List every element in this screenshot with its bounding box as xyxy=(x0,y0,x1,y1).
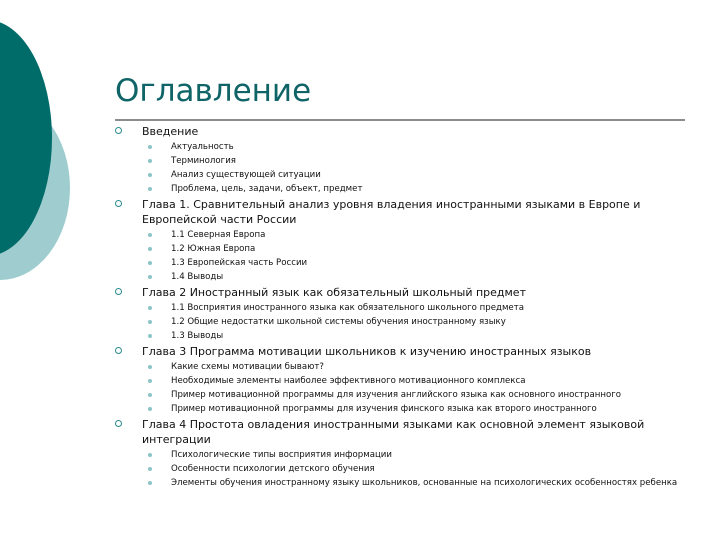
table-of-contents xyxy=(115,123,685,491)
section-items xyxy=(142,302,685,343)
section-heading: Глава 3 Программа мотивации школьников к изучению иностранных языков xyxy=(142,345,592,358)
toc-item xyxy=(142,375,685,388)
dot-bullet-icon xyxy=(148,453,152,457)
page-title: Оглавление xyxy=(115,73,312,109)
toc-item-text: Психологические типы восприятия информации xyxy=(171,450,392,460)
toc-item-text: Терминология xyxy=(171,156,236,166)
dot-bullet-icon xyxy=(148,173,152,177)
toc-item-text: Необходимые элементы наиболее эффективного мотивационного комплекса xyxy=(171,376,526,386)
toc-item xyxy=(142,257,685,270)
dot-bullet-icon xyxy=(148,334,152,338)
section-heading: Глава 2 Иностранный язык как обязательный школьный предмет xyxy=(142,286,526,299)
dot-bullet-icon xyxy=(148,320,152,324)
ring-bullet-icon xyxy=(115,288,122,295)
toc-item xyxy=(142,271,685,284)
toc-item-text: Какие схемы мотивации бывают? xyxy=(171,362,324,372)
toc-item-text: 1.1 Восприятия иностранного языка как обязательного школьного предмета xyxy=(171,303,524,313)
section-items xyxy=(142,361,685,416)
toc-item-text: Особенности психологии детского обучения xyxy=(171,464,375,474)
toc-item xyxy=(142,229,685,242)
toc-item-text: 1.1 Северная Европа xyxy=(171,230,266,240)
dot-bullet-icon xyxy=(148,187,152,191)
section-heading: Введение xyxy=(142,125,199,138)
dot-bullet-icon xyxy=(148,407,152,411)
toc-item-text: 1.2 Общие недостатки школьной системы обучения иностранному языку xyxy=(171,317,506,327)
dot-bullet-icon xyxy=(148,159,152,163)
toc-item xyxy=(142,316,685,329)
toc-item xyxy=(142,243,685,256)
toc-item-text: Анализ существующей ситуации xyxy=(171,170,321,180)
title-divider xyxy=(115,119,685,121)
toc-item xyxy=(142,449,685,462)
dot-bullet-icon xyxy=(148,467,152,471)
dot-bullet-icon xyxy=(148,393,152,397)
ring-bullet-icon xyxy=(115,347,122,354)
section-heading: Глава 4 Простота овладения иностранными языками как основной элемент языковой интеграции xyxy=(142,418,645,446)
toc-item-text: Актуальность xyxy=(171,142,234,152)
toc-section xyxy=(115,344,685,416)
ring-bullet-icon xyxy=(115,200,122,207)
section-items xyxy=(142,141,685,196)
toc-item xyxy=(142,141,685,154)
toc-item xyxy=(142,302,685,315)
toc-item xyxy=(142,403,685,416)
dot-bullet-icon xyxy=(148,145,152,149)
toc-item-text: Пример мотивационной программы для изучения английского языка как основного иностранного xyxy=(171,390,622,400)
toc-item-text: 1.3 Европейская часть России xyxy=(171,258,308,268)
toc-item xyxy=(142,330,685,343)
toc-section xyxy=(115,124,685,196)
section-items xyxy=(142,449,685,490)
toc-item-text: Пример мотивационной программы для изучения финского языка как второго иностранного xyxy=(171,404,597,414)
dot-bullet-icon xyxy=(148,306,152,310)
dot-bullet-icon xyxy=(148,261,152,265)
section-heading: Глава 1. Сравнительный анализ уровня владения иностранными языками в Европе и Европейской части России xyxy=(142,198,641,226)
dot-bullet-icon xyxy=(148,247,152,251)
toc-item-text: Элементы обучения иностранному языку школьников, основанные на психологических особенностях ребенка xyxy=(171,478,678,488)
toc-section xyxy=(115,417,685,490)
ring-bullet-icon xyxy=(115,420,122,427)
ring-bullet-icon xyxy=(115,127,122,134)
toc-item xyxy=(142,389,685,402)
toc-item xyxy=(142,361,685,374)
toc-item-text: 1.2 Южная Европа xyxy=(171,244,256,254)
dot-bullet-icon xyxy=(148,379,152,383)
toc-item xyxy=(142,155,685,168)
toc-item xyxy=(142,169,685,182)
toc-section xyxy=(115,197,685,284)
toc-item-text: 1.4 Выводы xyxy=(171,272,224,282)
toc-item xyxy=(142,183,685,196)
toc-section xyxy=(115,285,685,343)
toc-item xyxy=(142,477,685,490)
toc-item xyxy=(142,463,685,476)
toc-item-text: 1.3 Выводы xyxy=(171,331,224,341)
dot-bullet-icon xyxy=(148,275,152,279)
dot-bullet-icon xyxy=(148,481,152,485)
dot-bullet-icon xyxy=(148,233,152,237)
section-items xyxy=(142,229,685,284)
toc-item-text: Проблема, цель, задачи, объект, предмет xyxy=(171,184,363,194)
dot-bullet-icon xyxy=(148,365,152,369)
